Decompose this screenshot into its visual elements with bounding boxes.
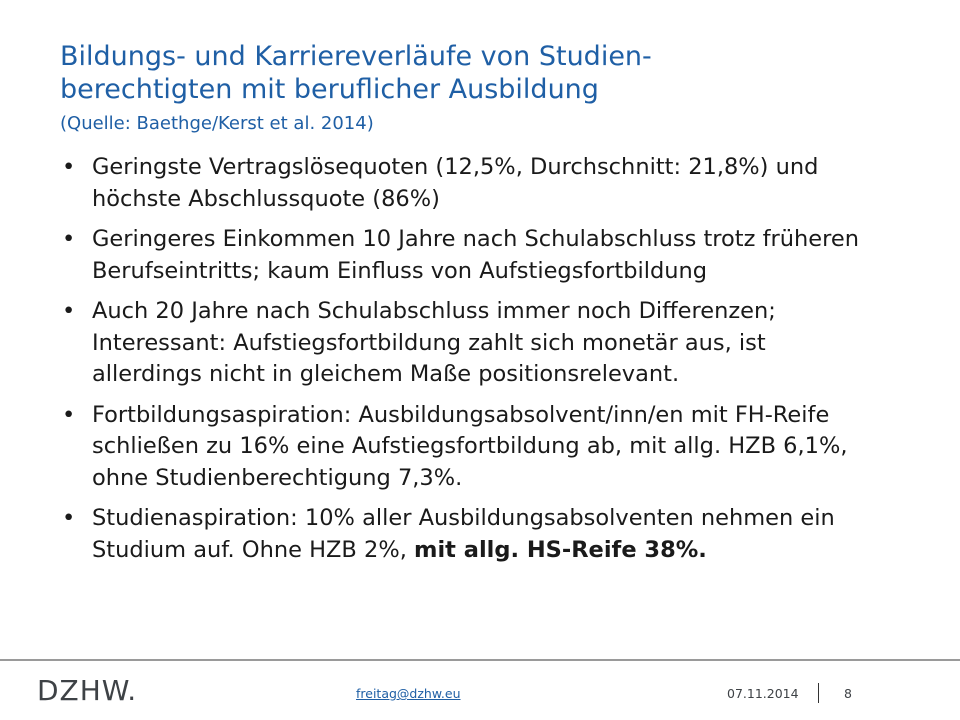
slide-title-line-2: berechtigten mit beruflicher Ausbildung [60, 74, 599, 105]
footer-separator [818, 683, 819, 703]
bullet-text: Geringeres Einkommen 10 Jahre nach Schulabschluss trotz früheren Berufseintritts; kaum Einfluss von Aufstiegsfortbildung [92, 226, 859, 284]
footer-divider [0, 659, 960, 661]
bullet-icon: • [62, 298, 76, 324]
bullet-item [58, 296, 878, 391]
bullet-icon: • [62, 226, 76, 252]
bullet-text: Geringste Vertragslösequoten (12,5%, Durchschnitt: 21,8%) und höchste Abschlussquote (86%) [92, 154, 819, 212]
bullet-text: Auch 20 Jahre nach Schulabschluss immer noch Differenzen; Interessant: Aufstiegsfortbildung zahlt sich monetär aus, ist allerdings nicht in gleichem Maße positionsrelevant. [92, 298, 776, 387]
bullet-item [58, 400, 878, 495]
dzhw-logo: DZHW. [37, 674, 138, 707]
slide-title [60, 40, 940, 106]
bullet-icon: • [62, 154, 76, 180]
bullet-item [58, 152, 878, 215]
bullet-item [58, 503, 878, 566]
page-number: 8 [844, 686, 852, 701]
email-link[interactable]: freitag@dzhw.eu [356, 686, 461, 701]
footer-date: 07.11.2014 [727, 686, 799, 701]
bullet-icon: • [62, 505, 76, 531]
bullet-text: Fortbildungsaspiration: Ausbildungsabsolvent/inn/en mit FH-Reife schließen zu 16% eine Aufstiegsfortbildung ab, mit allg. HZB 6,1%, ohne Studienberechtigung 7,3%. [92, 401, 848, 491]
source-citation: (Quelle: Baethge/Kerst et al. 2014) [60, 113, 374, 134]
bullet-item [58, 224, 878, 287]
bullet-icon: • [62, 401, 76, 428]
bullet-text: Studienaspiration: 10% aller Ausbildungsabsolventen nehmen ein Studium auf. Ohne HZB 2%, [92, 505, 835, 563]
bullet-text-bold: mit allg. HS-Reife 38%. [414, 536, 707, 563]
slide-title-line-1: Bildungs- und Karriereverläufe von Studien- [60, 41, 652, 72]
bullet-list [58, 152, 878, 575]
